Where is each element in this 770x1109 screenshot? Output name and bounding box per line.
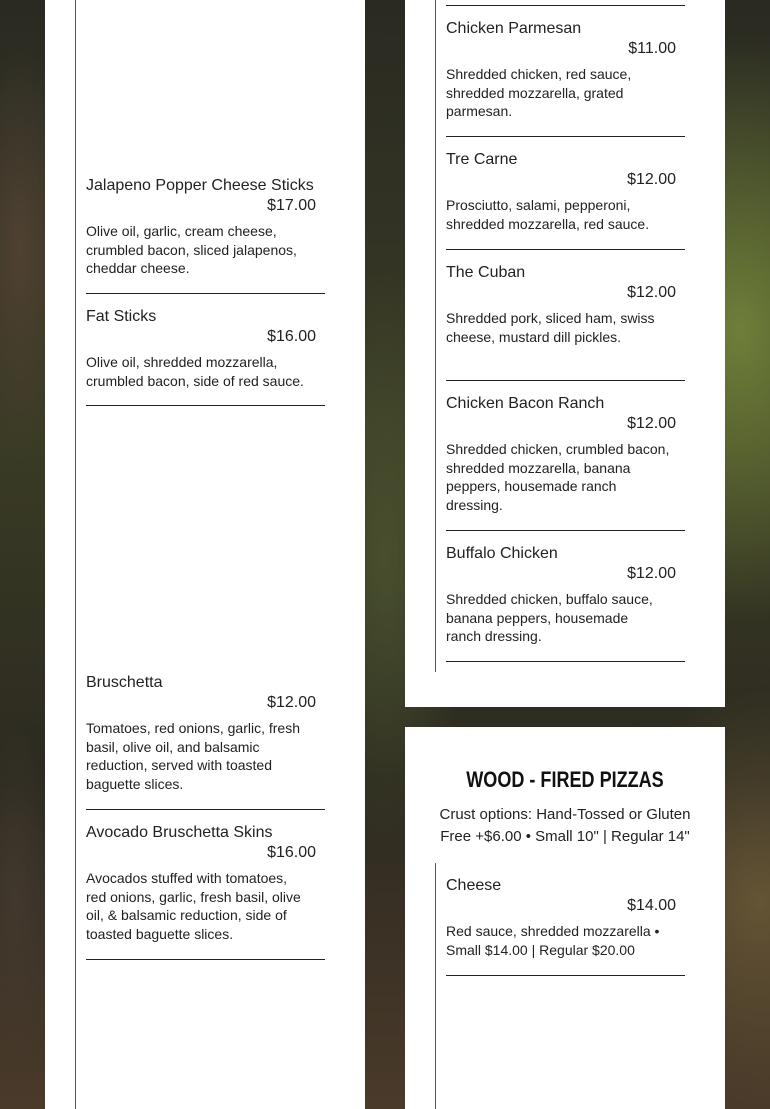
- item-price: $14.00: [627, 897, 676, 914]
- item-description: Red sauce, shredded mozzarella • Small $14.00 | Regular $20.00: [446, 923, 660, 958]
- red-accent-line: [75, 0, 76, 1109]
- item-description: Tomatoes, red onions, garlic, fresh basil, olive oil, and balsamic reduction, served with toasted baguette slices.: [86, 720, 300, 792]
- red-accent-line: [435, 863, 436, 1109]
- divider: [446, 530, 685, 531]
- divider: [86, 809, 325, 810]
- item-price: $16.00: [267, 844, 316, 861]
- divider: [446, 136, 685, 137]
- item-price: $17.00: [267, 197, 316, 214]
- item-description: Olive oil, shredded mozzarella, crumbled bacon, side of red sauce.: [86, 354, 304, 389]
- item-price: $12.00: [267, 694, 316, 711]
- item-name: Chicken Parmesan: [446, 20, 582, 37]
- item-name: Cheese: [446, 877, 502, 894]
- item-price: $12.00: [627, 284, 676, 301]
- divider: [86, 293, 325, 294]
- item-price: $12.00: [627, 415, 676, 432]
- item-description: Shredded chicken, crumbled bacon, shredded mozzarella, banana peppers, housemade ranch dressing.: [446, 441, 670, 513]
- item-description: Shredded chicken, buffalo sauce, banana peppers, housemade ranch dressing.: [446, 591, 653, 645]
- menu-panel-right-top: [405, 0, 725, 707]
- red-accent-line: [435, 0, 436, 672]
- item-description: Olive oil, garlic, cream cheese, crumbled bacon, sliced jalapenos, cheddar cheese.: [86, 223, 297, 277]
- item-price: $16.00: [267, 328, 316, 345]
- divider: [86, 959, 325, 960]
- item-name: Avocado Bruschetta Skins: [86, 824, 273, 841]
- divider: [446, 380, 685, 381]
- item-description: Avocados stuffed with tomatoes, red onions, garlic, fresh basil, olive oil, & balsamic reduction, side of toasted baguette slices.: [86, 870, 301, 942]
- item-price: $12.00: [627, 171, 676, 188]
- divider: [446, 661, 685, 662]
- item-name: The Cuban: [446, 264, 526, 281]
- section-title: WOOD - FIRED PIZZAS: [466, 767, 664, 792]
- item-name: Bruschetta: [86, 674, 163, 691]
- item-name: Fat Sticks: [86, 308, 157, 325]
- item-description: Prosciutto, salami, pepperoni, shredded mozzarella, red sauce.: [446, 197, 650, 232]
- divider: [446, 975, 685, 976]
- item-price: $11.00: [628, 40, 676, 57]
- item-name: Chicken Bacon Ranch: [446, 395, 605, 412]
- item-description: Shredded pork, sliced ham, swiss cheese, mustard dill pickles.: [446, 310, 655, 345]
- item-description: Shredded chicken, red sauce, shredded mozzarella, grated parmesan.: [446, 66, 632, 120]
- pizza-section-panel: [405, 727, 725, 1109]
- menu-panel-left: [45, 0, 365, 1109]
- item-name: Buffalo Chicken: [446, 545, 558, 562]
- item-name: Tre Carne: [446, 151, 518, 168]
- section-subtitle: Crust options: Hand-Tossed or Gluten Free +$6.00 • Small 10" | Regular 14": [439, 806, 691, 845]
- divider: [86, 405, 325, 406]
- item-price: $12.00: [627, 565, 676, 582]
- divider: [446, 249, 685, 250]
- item-name: Jalapeno Popper Cheese Sticks: [86, 177, 314, 194]
- divider: [446, 5, 685, 6]
